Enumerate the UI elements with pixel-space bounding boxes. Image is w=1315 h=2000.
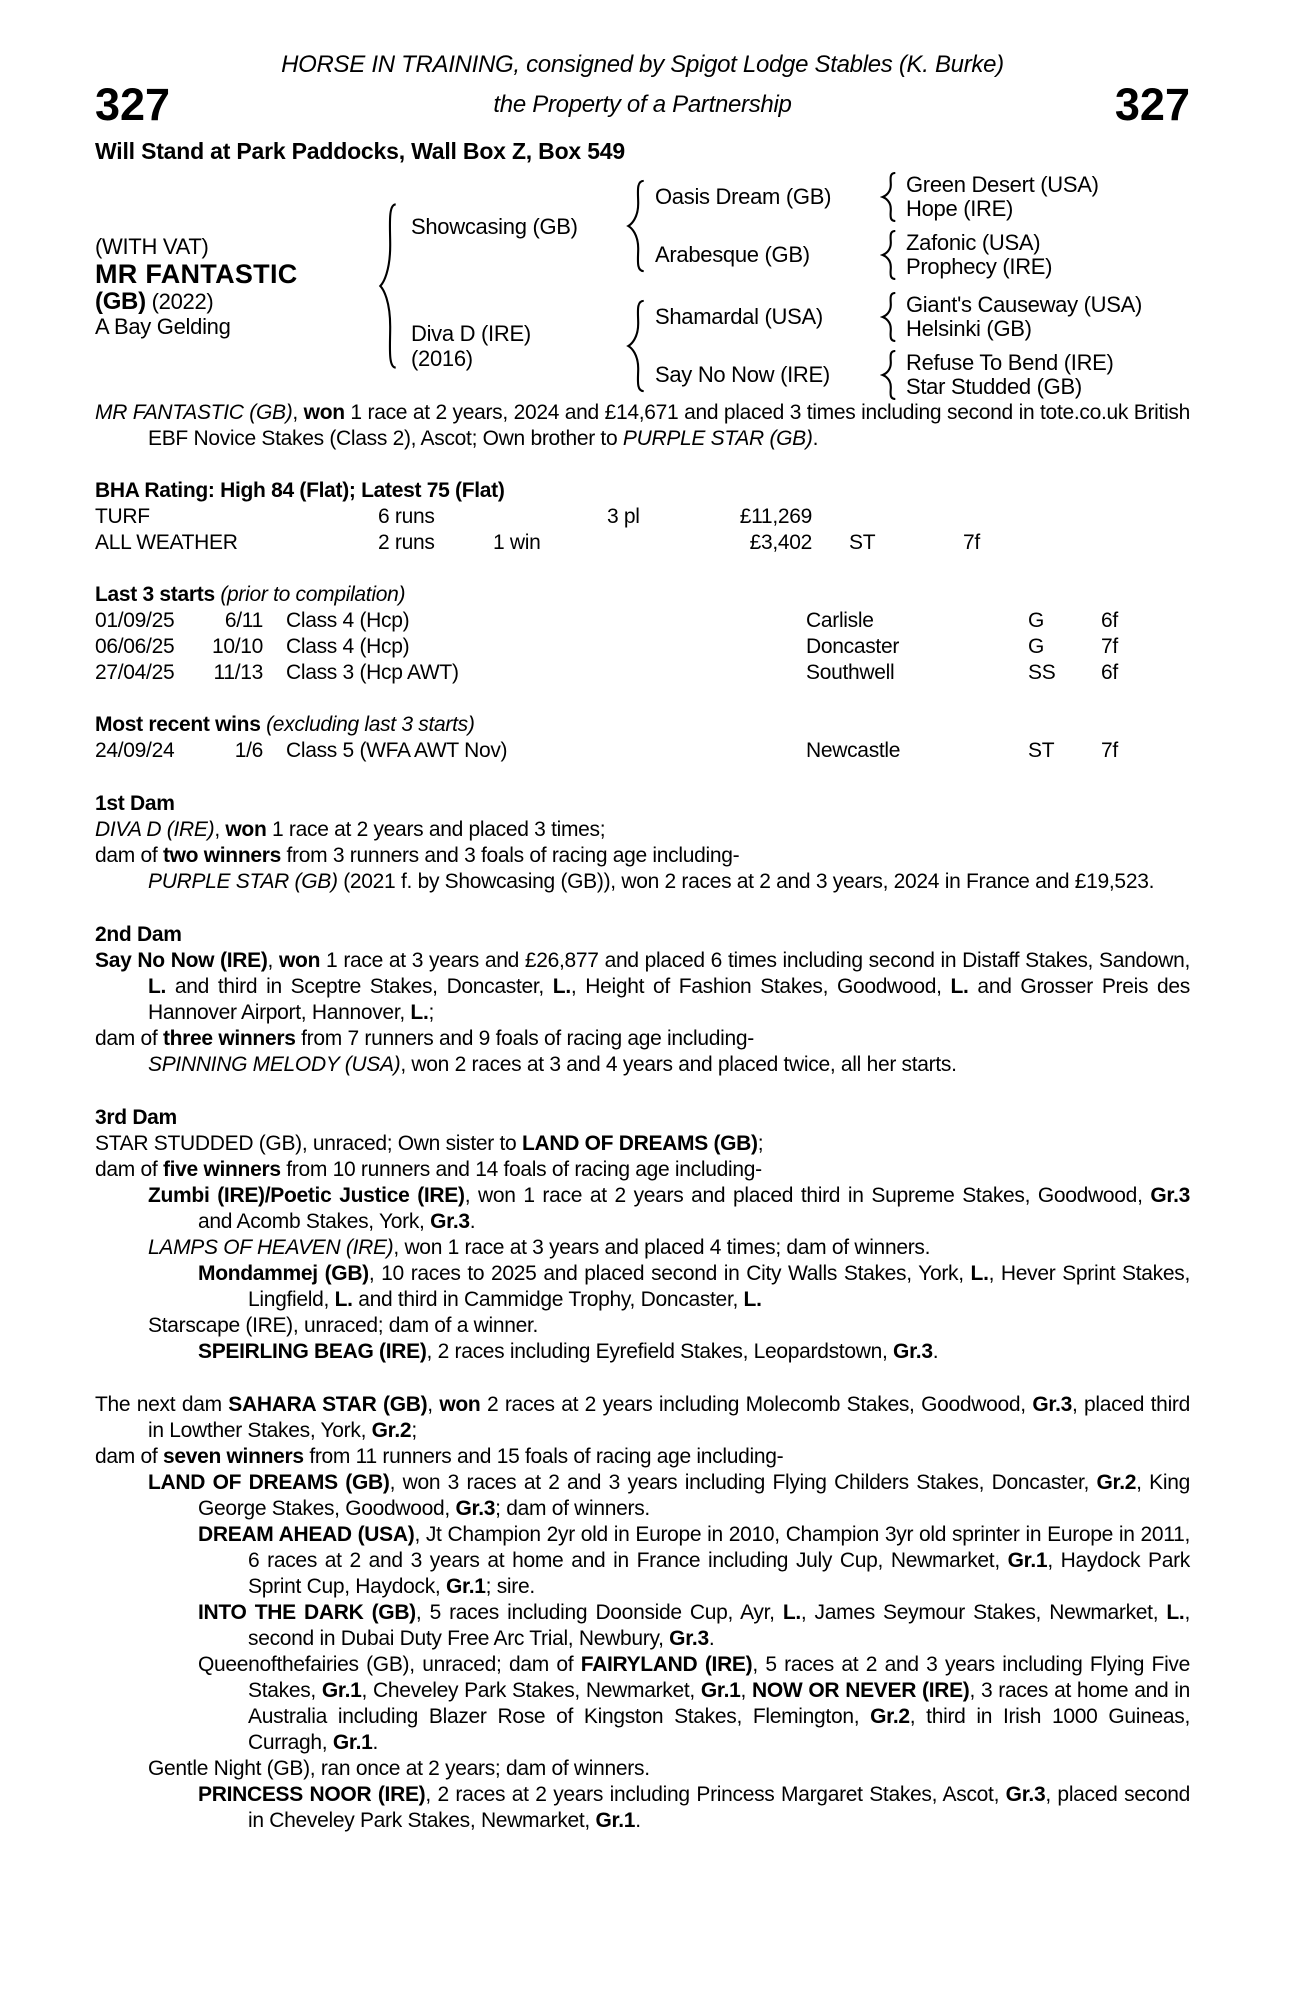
- distance-value: 7f: [1101, 635, 1118, 658]
- dam-section-heading: 3rd Dam: [95, 1106, 177, 1129]
- distance-value: 7f: [1101, 739, 1118, 762]
- going-code: ST: [1028, 739, 1055, 762]
- distance-value: 7f: [963, 531, 980, 554]
- bha-rating-block: [95, 478, 1190, 556]
- surface-label: ALL WEATHER: [95, 531, 238, 554]
- produce-paragraph: PRINCESS NOOR (IRE), 2 races at 2 years including Princess Margaret Stakes, Ascot, Gr.3, placed second in Cheveley Park Stakes, Newmarket, Gr.1.: [198, 1783, 1190, 1832]
- produce-paragraph: dam of two winners from 3 runners and 3 foals of racing age including-: [95, 844, 740, 867]
- sire-sire-unit: [647, 172, 1190, 222]
- produce-paragraph: The next dam SAHARA STAR (GB), won 2 races at 2 years including Molecomb Stakes, Goodwood, Gr.3, placed third in Lowther Stakes, York, Gr.2;: [95, 1393, 1191, 1442]
- sire-sire-parents: [898, 173, 1190, 221]
- dam-cell: [399, 321, 625, 371]
- race-record-summary: MR FANTASTIC (GB), won 1 race at 2 years, 2024 and £14,671 and placed 3 times including second in tote.co.uk British EBF Novice Stakes (Class 2), Ascot; Own brother to PURPLE STAR (GB).: [95, 401, 1191, 450]
- dam-year: (2016): [411, 346, 473, 371]
- produce-paragraph: SPEIRLING BEAG (IRE), 2 races including Eyrefield Stakes, Leopardstown, Gr.3.: [198, 1340, 939, 1363]
- dam-section: [95, 1392, 1190, 1834]
- bha-rating-heading: BHA Rating: High 84 (Flat); Latest 75 (Flat): [95, 479, 505, 502]
- dam-branch: [399, 292, 1190, 400]
- sire-dam-unit: [647, 230, 1190, 280]
- pedigree-brace-dam-sire: [880, 292, 898, 342]
- dam-dam-unit: [647, 350, 1190, 400]
- produce-paragraph: Starscape (IRE), unraced; dam of a winner.: [148, 1314, 539, 1337]
- produce-paragraph: SPINNING MELODY (USA), won 2 races at 3 and 4 years and placed twice, all her starts.: [148, 1053, 957, 1076]
- pedigree-brace-subject: [377, 201, 399, 371]
- course-name: Doncaster: [806, 635, 900, 658]
- great-granddam-name: Hope (IRE): [906, 196, 1014, 221]
- recent-wins-block: [95, 712, 1190, 764]
- sire-sire-name: Oasis Dream (GB): [655, 184, 832, 209]
- going-code: [812, 504, 963, 530]
- dam-dam-name: Say No Now (IRE): [655, 362, 830, 387]
- pedigree-brace-sire: [625, 179, 647, 273]
- going-code: G: [1028, 635, 1045, 658]
- stand-location-line: Will Stand at Park Paddocks, Wall Box Z, Box 549: [95, 138, 625, 164]
- race-result-row: [95, 660, 1190, 686]
- sire-branch: [399, 172, 1190, 280]
- dam-dam-parents: [898, 351, 1190, 399]
- dam-section-heading: 1st Dam: [95, 792, 175, 815]
- lot-number-right: 327: [1114, 79, 1190, 130]
- race-class: Class 5 (WFA AWT Nov): [286, 739, 508, 762]
- produce-paragraph: STAR STUDDED (GB), unraced; Own sister to LAND OF DREAMS (GB);: [95, 1132, 764, 1155]
- great-grandsire-name: Zafonic (USA): [906, 230, 1041, 255]
- runs-count: 6 runs: [378, 505, 435, 528]
- race-date: 27/04/25: [95, 661, 175, 684]
- lot-row: [95, 79, 1190, 130]
- race-date: 01/09/25: [95, 609, 175, 632]
- surface-label: TURF: [95, 505, 150, 528]
- produce-record: [95, 791, 1190, 1834]
- earnings-amount: £11,269: [739, 505, 812, 528]
- great-granddam-name: Star Studded (GB): [906, 374, 1082, 399]
- course-name: Southwell: [806, 661, 895, 684]
- great-granddam-name: Prophecy (IRE): [906, 254, 1053, 279]
- pedigree-brace-dam-dam: [880, 350, 898, 400]
- produce-paragraph: PURPLE STAR (GB) (2021 f. by Showcasing (GB)), won 2 races at 2 and 3 years, 2024 in France and £19,523.: [148, 870, 1155, 893]
- horse-foal-year: (2022): [151, 288, 214, 314]
- finish-position: 6/11: [224, 609, 263, 632]
- produce-paragraph: LAMPS OF HEAVEN (IRE), won 1 race at 3 years and placed 4 times; dam of winners.: [148, 1236, 931, 1259]
- pedigree-subject: [95, 234, 377, 339]
- race-class: Class 3 (Hcp AWT): [286, 661, 459, 684]
- finish-position: 11/13: [213, 661, 263, 684]
- pedigree-tree: [377, 172, 1190, 400]
- last-starts-heading: Last 3 starts (prior to compilation): [95, 583, 406, 606]
- horse-country: (GB): [95, 287, 146, 315]
- wins-count: 1 win: [493, 531, 541, 554]
- race-class: Class 4 (Hcp): [286, 609, 410, 632]
- pedigree-table: [95, 172, 1190, 400]
- great-grandsire-name: Giant's Causeway (USA): [906, 292, 1143, 317]
- race-date: 24/09/24: [95, 739, 175, 762]
- great-grandsire-name: Green Desert (USA): [906, 172, 1099, 197]
- going-code: SS: [1028, 661, 1056, 684]
- race-result-row: [95, 608, 1190, 634]
- dam-sire-name: Shamardal (USA): [655, 304, 823, 329]
- vat-note: (WITH VAT): [95, 233, 209, 259]
- places-count: [607, 530, 707, 556]
- wins-count: [493, 504, 607, 530]
- distance-value: [963, 504, 1190, 530]
- dam-sire-parents: [898, 293, 1190, 341]
- produce-paragraph: DREAM AHEAD (USA), Jt Champion 2yr old in Europe in 2010, Champion 3yr old sprinter in Europe in 2011, 6 races at 2 and 3 years at home and in France including July Cup, Newmarket, Gr.1, Haydock Park Sprint Cup, Haydock, Gr.1; sire.: [198, 1523, 1190, 1598]
- property-line: the Property of a Partnership: [493, 91, 792, 118]
- great-granddam-name: Helsinki (GB): [906, 316, 1032, 341]
- produce-paragraph: Queenofthefairies (GB), unraced; dam of FAIRYLAND (IRE), 5 races at 2 and 3 years including Flying Five Stakes, Gr.1, Cheveley Park Stakes, Newmarket, Gr.1, NOW OR NEVER (IRE), 3 races at home and in Australia including Blazer Rose of Kingston Stakes, Flemington, Gr.2, third in Irish 1000 Guineas, Curragh, Gr.1.: [198, 1653, 1191, 1754]
- pedigree-parents: [399, 172, 1190, 400]
- race-result-row: [95, 634, 1190, 660]
- course-name: Newcastle: [806, 739, 901, 762]
- finish-position: 1/6: [234, 739, 263, 762]
- produce-paragraph: Say No Now (IRE), won 1 race at 3 years and £26,877 and placed 6 times including second in Distaff Stakes, Sandown, L. and third in Sceptre Stakes, Doncaster, L., Height of Fashion Stakes, Goodwood, L. and Grosser Preis des Hannover Airport, Hannover, L.;: [95, 949, 1190, 1024]
- dam-section: [95, 1105, 1190, 1365]
- horse-description: A Bay Gelding: [95, 313, 231, 339]
- dam-sire-unit: [647, 292, 1190, 342]
- produce-paragraph: Mondammej (GB), 10 races to 2025 and placed second in City Walls Stakes, York, L., Hever Sprint Stakes, Lingfield, L. and third in Cammidge Trophy, Doncaster, L.: [198, 1262, 1190, 1311]
- sire-name: Showcasing (GB): [411, 213, 578, 239]
- distance-value: 6f: [1101, 609, 1118, 632]
- dam-section-heading: 2nd Dam: [95, 923, 182, 946]
- great-grandsire-name: Refuse To Bend (IRE): [906, 350, 1114, 375]
- dam-section: [95, 791, 1190, 895]
- dam-grandparents: [647, 292, 1190, 400]
- sire-grandparents: [647, 172, 1190, 280]
- produce-paragraph: dam of five winners from 10 runners and 14 foals of racing age including-: [95, 1158, 762, 1181]
- produce-paragraph: INTO THE DARK (GB), 5 races including Doonside Cup, Ayr, L., James Seymour Stakes, Newmarket, L., second in Dubai Duty Free Arc Trial, Newbury, Gr.3.: [198, 1601, 1190, 1650]
- dam-section: [95, 922, 1190, 1078]
- race-date: 06/06/25: [95, 635, 175, 658]
- produce-paragraph: Zumbi (IRE)/Poetic Justice (IRE), won 1 race at 2 years and placed third in Supreme Stakes, Goodwood, Gr.3 and Acomb Stakes, York, Gr.3.: [148, 1184, 1191, 1233]
- places-count: 3 pl: [607, 505, 640, 528]
- course-name: Carlisle: [806, 609, 874, 632]
- distance-value: 6f: [1101, 661, 1118, 684]
- produce-paragraph: LAND OF DREAMS (GB), won 3 races at 2 and 3 years including Flying Childers Stakes, Doncaster, Gr.2, King George Stakes, Goodwood, Gr.3; dam of winners.: [148, 1471, 1191, 1520]
- produce-paragraph: dam of three winners from 7 runners and 9 foals of racing age including-: [95, 1027, 754, 1050]
- going-code: G: [1028, 609, 1045, 632]
- pedigree-brace-sire-sire: [880, 172, 898, 222]
- sire-dam-parents: [898, 231, 1190, 279]
- last-starts-block: [95, 582, 1190, 686]
- produce-paragraph: DIVA D (IRE), won 1 race at 2 years and placed 3 times;: [95, 818, 606, 841]
- dam-name: Diva D (IRE): [411, 321, 531, 346]
- finish-position: 10/10: [211, 635, 263, 658]
- runs-count: 2 runs: [378, 531, 435, 554]
- going-code: ST: [849, 531, 876, 554]
- race-result-row: [95, 738, 1190, 764]
- sire-dam-name: Arabesque (GB): [655, 242, 810, 267]
- horse-country-year: [95, 289, 377, 314]
- race-class: Class 4 (Hcp): [286, 635, 410, 658]
- surface-stats-row: [95, 530, 1190, 556]
- recent-wins-heading: Most recent wins (excluding last 3 starts): [95, 713, 475, 736]
- pedigree-brace-sire-dam: [880, 230, 898, 280]
- produce-paragraph: Gentle Night (GB), ran once at 2 years; dam of winners.: [148, 1757, 650, 1780]
- surface-stats-row: [95, 504, 1190, 530]
- earnings-amount: £3,402: [749, 531, 812, 554]
- lot-number-left: 327: [95, 79, 171, 130]
- consignment-line: HORSE IN TRAINING, consigned by Spigot Lodge Stables (K. Burke): [281, 51, 1004, 78]
- produce-paragraph: dam of seven winners from 11 runners and 15 foals of racing age including-: [95, 1445, 784, 1468]
- horse-name: MR FANTASTIC: [95, 258, 298, 289]
- pedigree-brace-dam: [625, 299, 647, 393]
